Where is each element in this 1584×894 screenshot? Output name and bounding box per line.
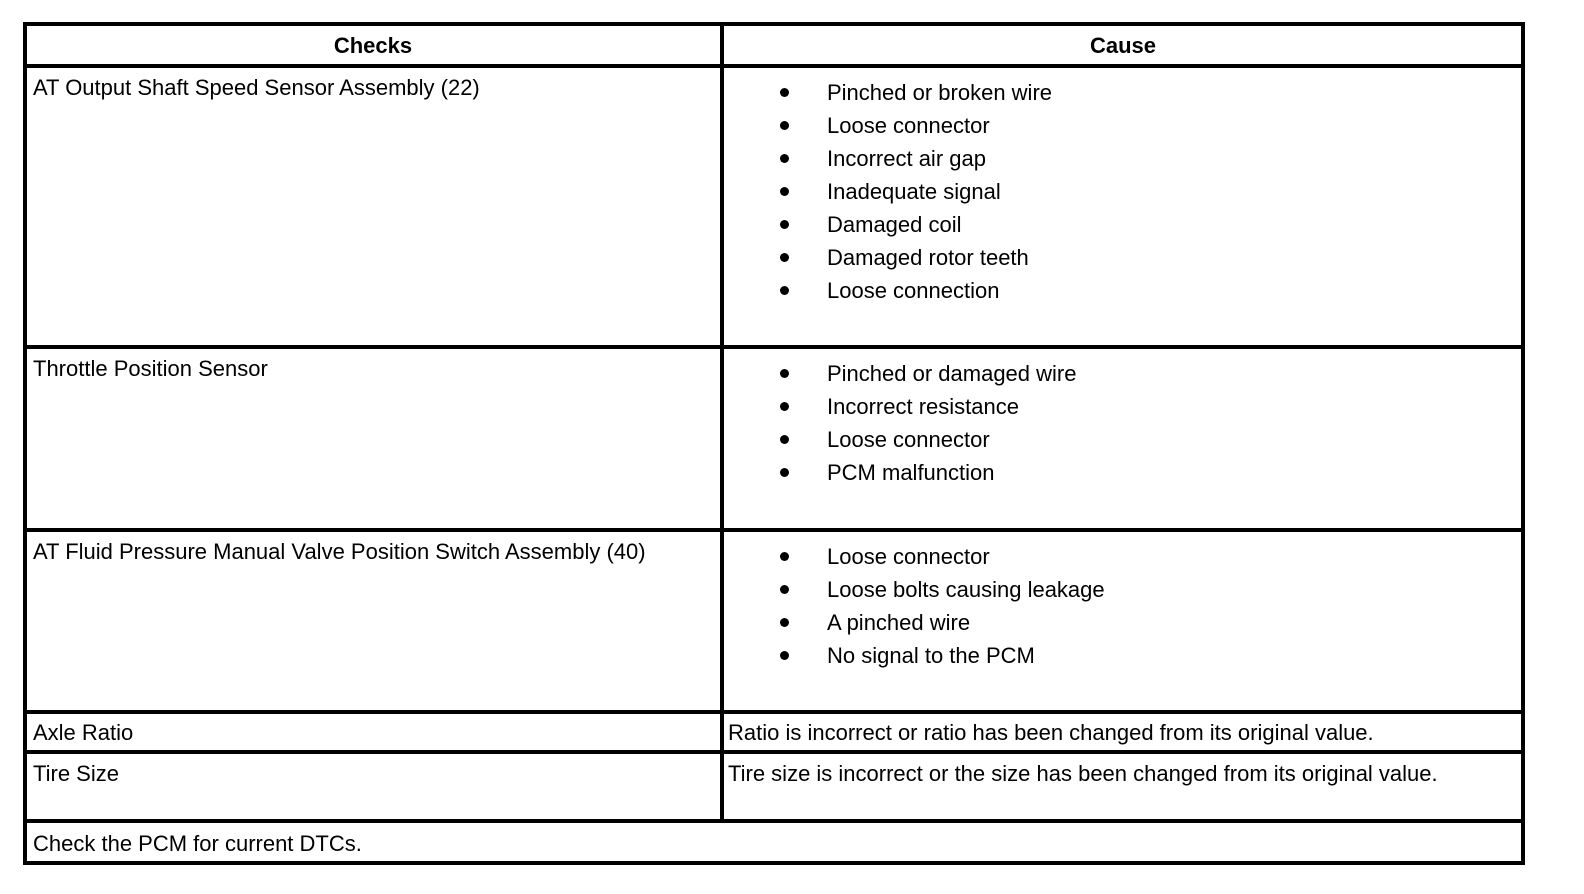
row-divider bbox=[27, 64, 1521, 68]
bullet-icon bbox=[780, 220, 789, 229]
cause-text: A pinched wire bbox=[827, 610, 971, 635]
cause-cell bbox=[728, 357, 1518, 489]
cause-list bbox=[728, 357, 1518, 489]
bullet-icon bbox=[780, 286, 789, 295]
list-item bbox=[728, 573, 1518, 606]
cause-text: Loose connector bbox=[827, 427, 990, 452]
bullet-icon bbox=[780, 552, 789, 561]
row-divider bbox=[27, 750, 1521, 754]
list-item bbox=[728, 274, 1518, 307]
cause-text: No signal to the PCM bbox=[827, 643, 1035, 668]
column-divider bbox=[720, 26, 724, 819]
bullet-icon bbox=[780, 121, 789, 130]
row-divider bbox=[27, 345, 1521, 349]
bullet-icon bbox=[780, 369, 789, 378]
bullet-icon bbox=[780, 402, 789, 411]
list-item bbox=[728, 142, 1518, 175]
check-cell: AT Output Shaft Speed Sensor Assembly (22) bbox=[33, 75, 480, 100]
cause-cell bbox=[728, 540, 1518, 672]
list-item bbox=[728, 540, 1518, 573]
cause-text: Loose connector bbox=[827, 113, 990, 138]
list-item bbox=[728, 357, 1518, 390]
row-divider bbox=[27, 710, 1521, 714]
row-divider bbox=[27, 528, 1521, 532]
cause-text: Loose bolts causing leakage bbox=[827, 577, 1105, 602]
list-item bbox=[728, 456, 1518, 489]
cause-text: Incorrect resistance bbox=[827, 394, 1019, 419]
cause-text: Damaged rotor teeth bbox=[827, 245, 1029, 270]
cause-text: Incorrect air gap bbox=[827, 146, 986, 171]
list-item bbox=[728, 241, 1518, 274]
check-cell: Axle Ratio bbox=[33, 720, 134, 745]
bullet-icon bbox=[780, 88, 789, 97]
cause-text: PCM malfunction bbox=[827, 460, 995, 485]
check-cell: Tire Size bbox=[33, 761, 119, 786]
diagnostic-table bbox=[23, 22, 1525, 865]
cause-text: Loose connector bbox=[827, 544, 990, 569]
bullet-icon bbox=[780, 154, 789, 163]
list-item bbox=[728, 175, 1518, 208]
header-checks: Checks bbox=[333, 33, 413, 58]
cause-text: Pinched or broken wire bbox=[827, 80, 1053, 105]
bullet-icon bbox=[780, 187, 789, 196]
list-item bbox=[728, 109, 1518, 142]
row-divider bbox=[27, 819, 1521, 823]
list-item bbox=[728, 423, 1518, 456]
list-item bbox=[728, 606, 1518, 639]
cause-text: Pinched or damaged wire bbox=[827, 361, 1077, 386]
cause-cell: Tire size is incorrect or the size has been changed from its original value. bbox=[728, 761, 1438, 786]
cause-text: Loose connection bbox=[827, 278, 1000, 303]
list-item bbox=[728, 76, 1518, 109]
bullet-icon bbox=[780, 618, 789, 627]
bullet-icon bbox=[780, 435, 789, 444]
list-item bbox=[728, 639, 1518, 672]
bullet-icon bbox=[780, 585, 789, 594]
header-cause: Cause bbox=[1089, 33, 1157, 58]
list-item bbox=[728, 208, 1518, 241]
check-cell: AT Fluid Pressure Manual Valve Position Switch Assembly (40) bbox=[33, 539, 646, 564]
list-item bbox=[728, 390, 1518, 423]
cause-cell: Ratio is incorrect or ratio has been changed from its original value. bbox=[728, 720, 1374, 745]
cause-text: Damaged coil bbox=[827, 212, 962, 237]
check-cell: Throttle Position Sensor bbox=[33, 356, 268, 381]
bullet-icon bbox=[780, 651, 789, 660]
cause-cell bbox=[728, 76, 1518, 307]
bullet-icon bbox=[780, 253, 789, 262]
cause-list bbox=[728, 76, 1518, 307]
cause-list bbox=[728, 540, 1518, 672]
cause-text: Inadequate signal bbox=[827, 179, 1001, 204]
footer-note: Check the PCM for current DTCs. bbox=[33, 831, 362, 856]
bullet-icon bbox=[780, 468, 789, 477]
